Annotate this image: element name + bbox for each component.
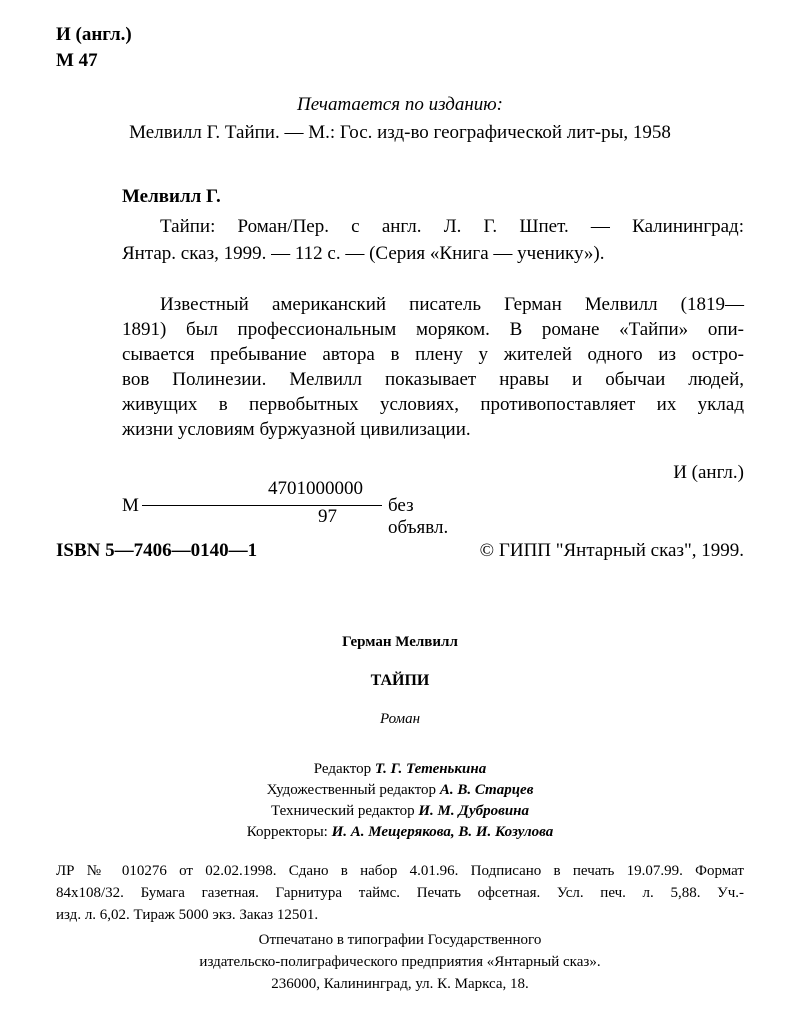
catalog-code <box>122 478 449 538</box>
catalog-denominator: 97 <box>318 506 337 527</box>
imprint-line: изд. л. 6,02. Тираж 5000 экз. Заказ 12501. <box>56 907 319 923</box>
printer-address: 236000, Калининград, ул. К. Маркса, 18. <box>271 976 529 992</box>
printer-line: Отпечатано в типографии Государственного <box>258 932 542 948</box>
bib-author: Мелвилл Г. <box>122 186 221 207</box>
annotation-index-code: И (англ.) <box>673 462 744 483</box>
annotation-line: жизни условиям буржуазной цивилизации. <box>122 419 471 440</box>
bib-description-line-2: Янтар. сказ, 1999. — 112 с. — (Серия «Книга — ученику»). <box>122 243 605 264</box>
title-author: Герман Мелвилл <box>342 634 458 650</box>
index-code: И (англ.) <box>56 24 132 45</box>
printer-line: издательско-полиграфического предприятия «Янтарный сказ». <box>199 954 601 970</box>
isbn: ISBN 5—7406—0140—1 <box>56 540 258 561</box>
credit-proofreaders: Корректоры: И. А. Мещерякова, В. И. Козулова <box>246 824 554 840</box>
annotation-line: вов Полинезии. Мелвилл показывает нравы и обычаи людей, <box>122 369 744 390</box>
credit-tech-editor: Технический редактор И. М. Дубровина <box>270 803 530 819</box>
fraction-bar <box>142 505 382 506</box>
source-edition-citation: Мелвилл Г. Тайпи. — М.: Гос. изд-во географической лит-ры, 1958 <box>129 122 671 143</box>
book-title: ТАЙПИ <box>370 672 430 689</box>
annotation-line: 1891) был профессиональным моряком. В романе «Тайпи» опи- <box>122 319 744 340</box>
catalog-prefix: М <box>122 495 139 516</box>
imprint-line: 84х108/32. Бумага газетная. Гарнитура таймс. Печать офсетная. Усл. печ. л. 5,88. Уч.- <box>56 885 744 901</box>
credit-art-editor: Художественный редактор А. В. Старцев <box>266 782 534 798</box>
bib-description-line-1: Тайпи: Роман/Пер. с англ. Л. Г. Шпет. — Калининград: <box>160 216 744 237</box>
catalog-numerator: 4701000000 <box>268 478 363 499</box>
credit-editor: Редактор Т. Г. Тетенькина <box>313 761 487 777</box>
book-genre: Роман <box>379 711 421 727</box>
copyright: © ГИПП "Янтарный сказ", 1999. <box>479 540 744 561</box>
source-edition-label: Печатается по изданию: <box>296 94 503 115</box>
annotation-line: Известный американский писатель Герман Мелвилл (1819— <box>160 294 744 315</box>
annotation-paragraph <box>122 292 744 442</box>
annotation-line: сывается пребывание автора в плену у жителей одного из остро- <box>122 344 744 365</box>
catalog-note: без объявл. <box>388 495 449 538</box>
imprint-block <box>56 860 744 926</box>
annotation-line: живущих в первобытных условиях, противопоставляет их уклад <box>122 394 744 415</box>
imprint-line: ЛР № 010276 от 02.02.1998. Сдано в набор 4.01.96. Подписано в печать 19.07.99. Формат <box>56 863 744 879</box>
author-mark: М 47 <box>56 50 98 71</box>
